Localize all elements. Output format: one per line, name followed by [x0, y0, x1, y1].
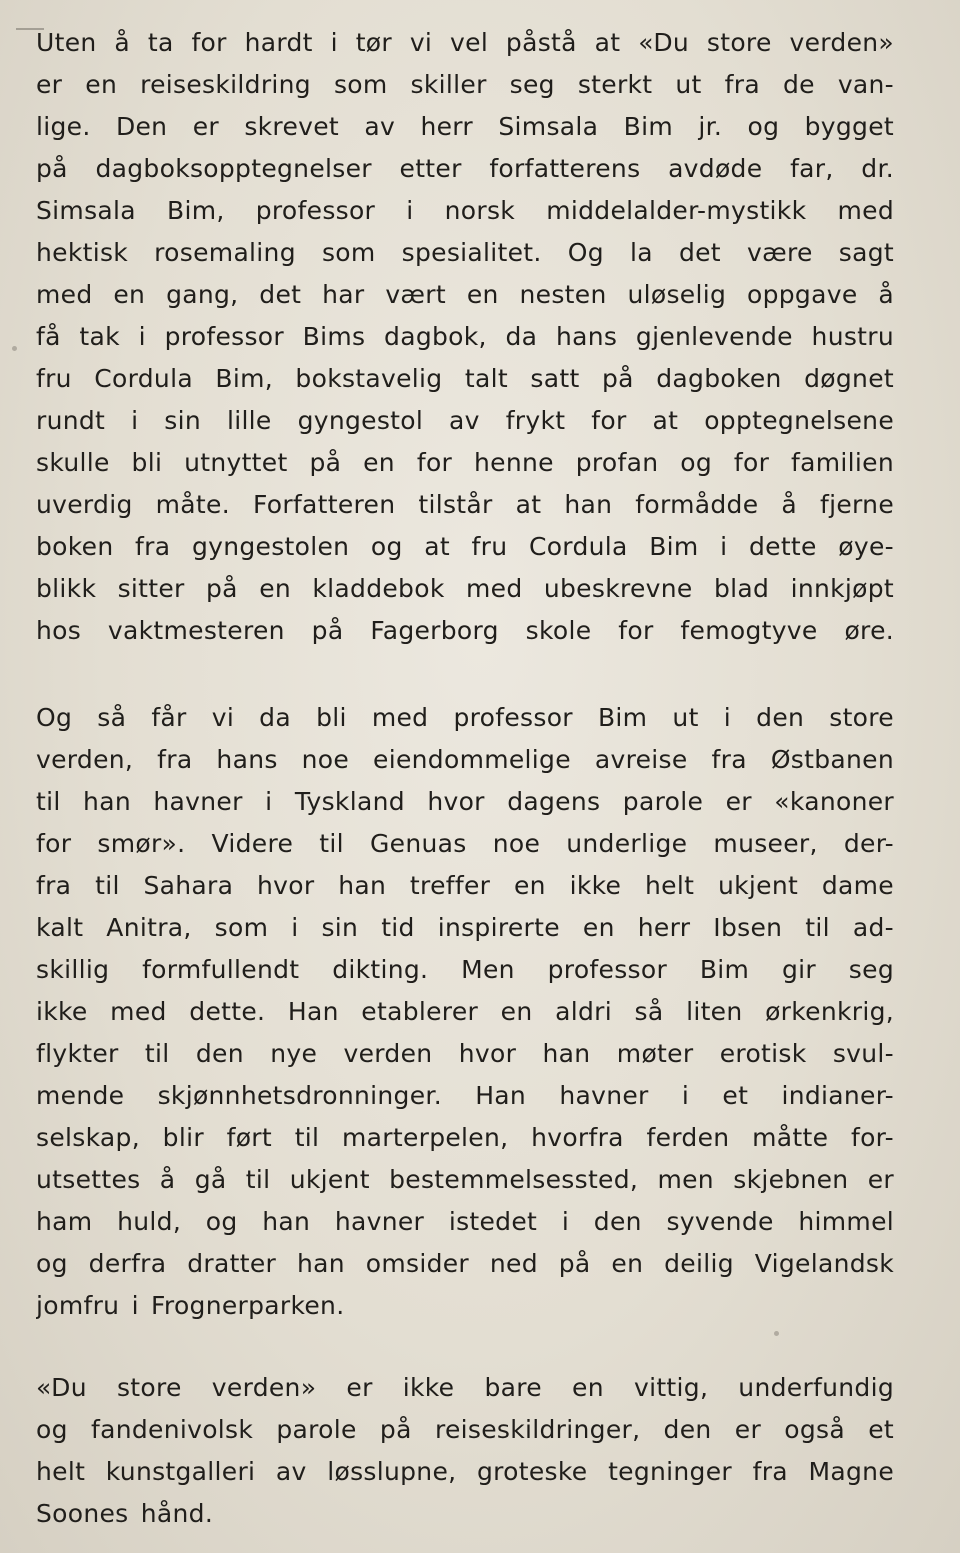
text-line: hos vaktmesteren på Fagerborg skole for femogtyve øre.: [36, 616, 894, 645]
text-line: er en reiseskildring som skiller seg sterkt ut fra de van-: [36, 70, 894, 99]
paragraph-journey: [36, 697, 894, 1327]
text-line: flykter til den nye verden hvor han møter erotisk svul-: [36, 1039, 894, 1068]
text-line: selskap, blir ført til marterpelen, hvorfra ferden måtte for-: [36, 1123, 894, 1152]
text-line: få tak i professor Bims dagbok, da hans gjenlevende hustru: [36, 322, 894, 351]
text-line: Simsala Bim, professor i norsk middelalder-mystikk med: [36, 196, 894, 225]
text-line: kalt Anitra, som i sin tid inspirerte en herr Ibsen til ad-: [36, 913, 894, 942]
text-line: og fandenivolsk parole på reiseskildringer, den er også et: [36, 1415, 894, 1444]
paragraph-closing: [36, 1367, 894, 1535]
paper-speck: [774, 1331, 779, 1336]
text-line: med en gang, det har vært en nesten uløselig oppgave å: [36, 280, 894, 309]
text-line: på dagboksopptegnelser etter forfatterens avdøde far, dr.: [36, 154, 894, 183]
text-line: Soones hånd.: [36, 1499, 214, 1528]
text-line: skulle bli utnyttet på en for henne profan og for familien: [36, 448, 894, 477]
text-line: ikke med dette. Han etablerer en aldri så liten ørkenkrig,: [36, 997, 894, 1026]
text-line: Og så får vi da bli med professor Bim ut i den store: [36, 703, 894, 732]
paragraph-intro: [36, 22, 894, 652]
text-line: helt kunstgalleri av løsslupne, groteske tegninger fra Magne: [36, 1457, 894, 1486]
text-line: «Du store verden» er ikke bare en vittig, underfundig: [36, 1373, 894, 1402]
text-line: fra til Sahara hvor han treffer en ikke helt ukjent dame: [36, 871, 894, 900]
text-line: verden, fra hans noe eiendommelige avreise fra Østbanen: [36, 745, 894, 774]
text-line: skillig formfullendt dikting. Men professor Bim gir seg: [36, 955, 894, 984]
text-line: fru Cordula Bim, bokstavelig talt satt på dagboken døgnet: [36, 364, 894, 393]
text-line: og derfra dratter han omsider ned på en deilig Vigelandsk: [36, 1249, 894, 1278]
text-line: blikk sitter på en kladdebok med ubeskrevne blad innkjøpt: [36, 574, 894, 603]
text-line: til han havner i Tyskland hvor dagens parole er «kanoner: [36, 787, 894, 816]
text-line: uverdig måte. Forfatteren tilstår at han formådde å fjerne: [36, 490, 894, 519]
text-line: utsettes å gå til ukjent bestemmelsessted, men skjebnen er: [36, 1165, 894, 1194]
text-line: hektisk rosemaling som spesialitet. Og la det være sagt: [36, 238, 894, 267]
text-line: for smør». Videre til Genuas noe underlige museer, der-: [36, 829, 894, 858]
text-line: jomfru i Frognerparken.: [36, 1291, 345, 1320]
text-line: rundt i sin lille gyngestol av frykt for at opptegnelsene: [36, 406, 894, 435]
text-line: Uten å ta for hardt i tør vi vel påstå at «Du store verden»: [36, 28, 894, 57]
paper-speck: [12, 346, 17, 351]
text-line: boken fra gyngestolen og at fru Cordula Bim i dette øye-: [36, 532, 894, 561]
text-line: mende skjønnhetsdronninger. Han havner i et indianer-: [36, 1081, 894, 1110]
text-line: ham huld, og han havner istedet i den syvende himmel: [36, 1207, 894, 1236]
text-line: lige. Den er skrevet av herr Simsala Bim jr. og bygget: [36, 112, 894, 141]
